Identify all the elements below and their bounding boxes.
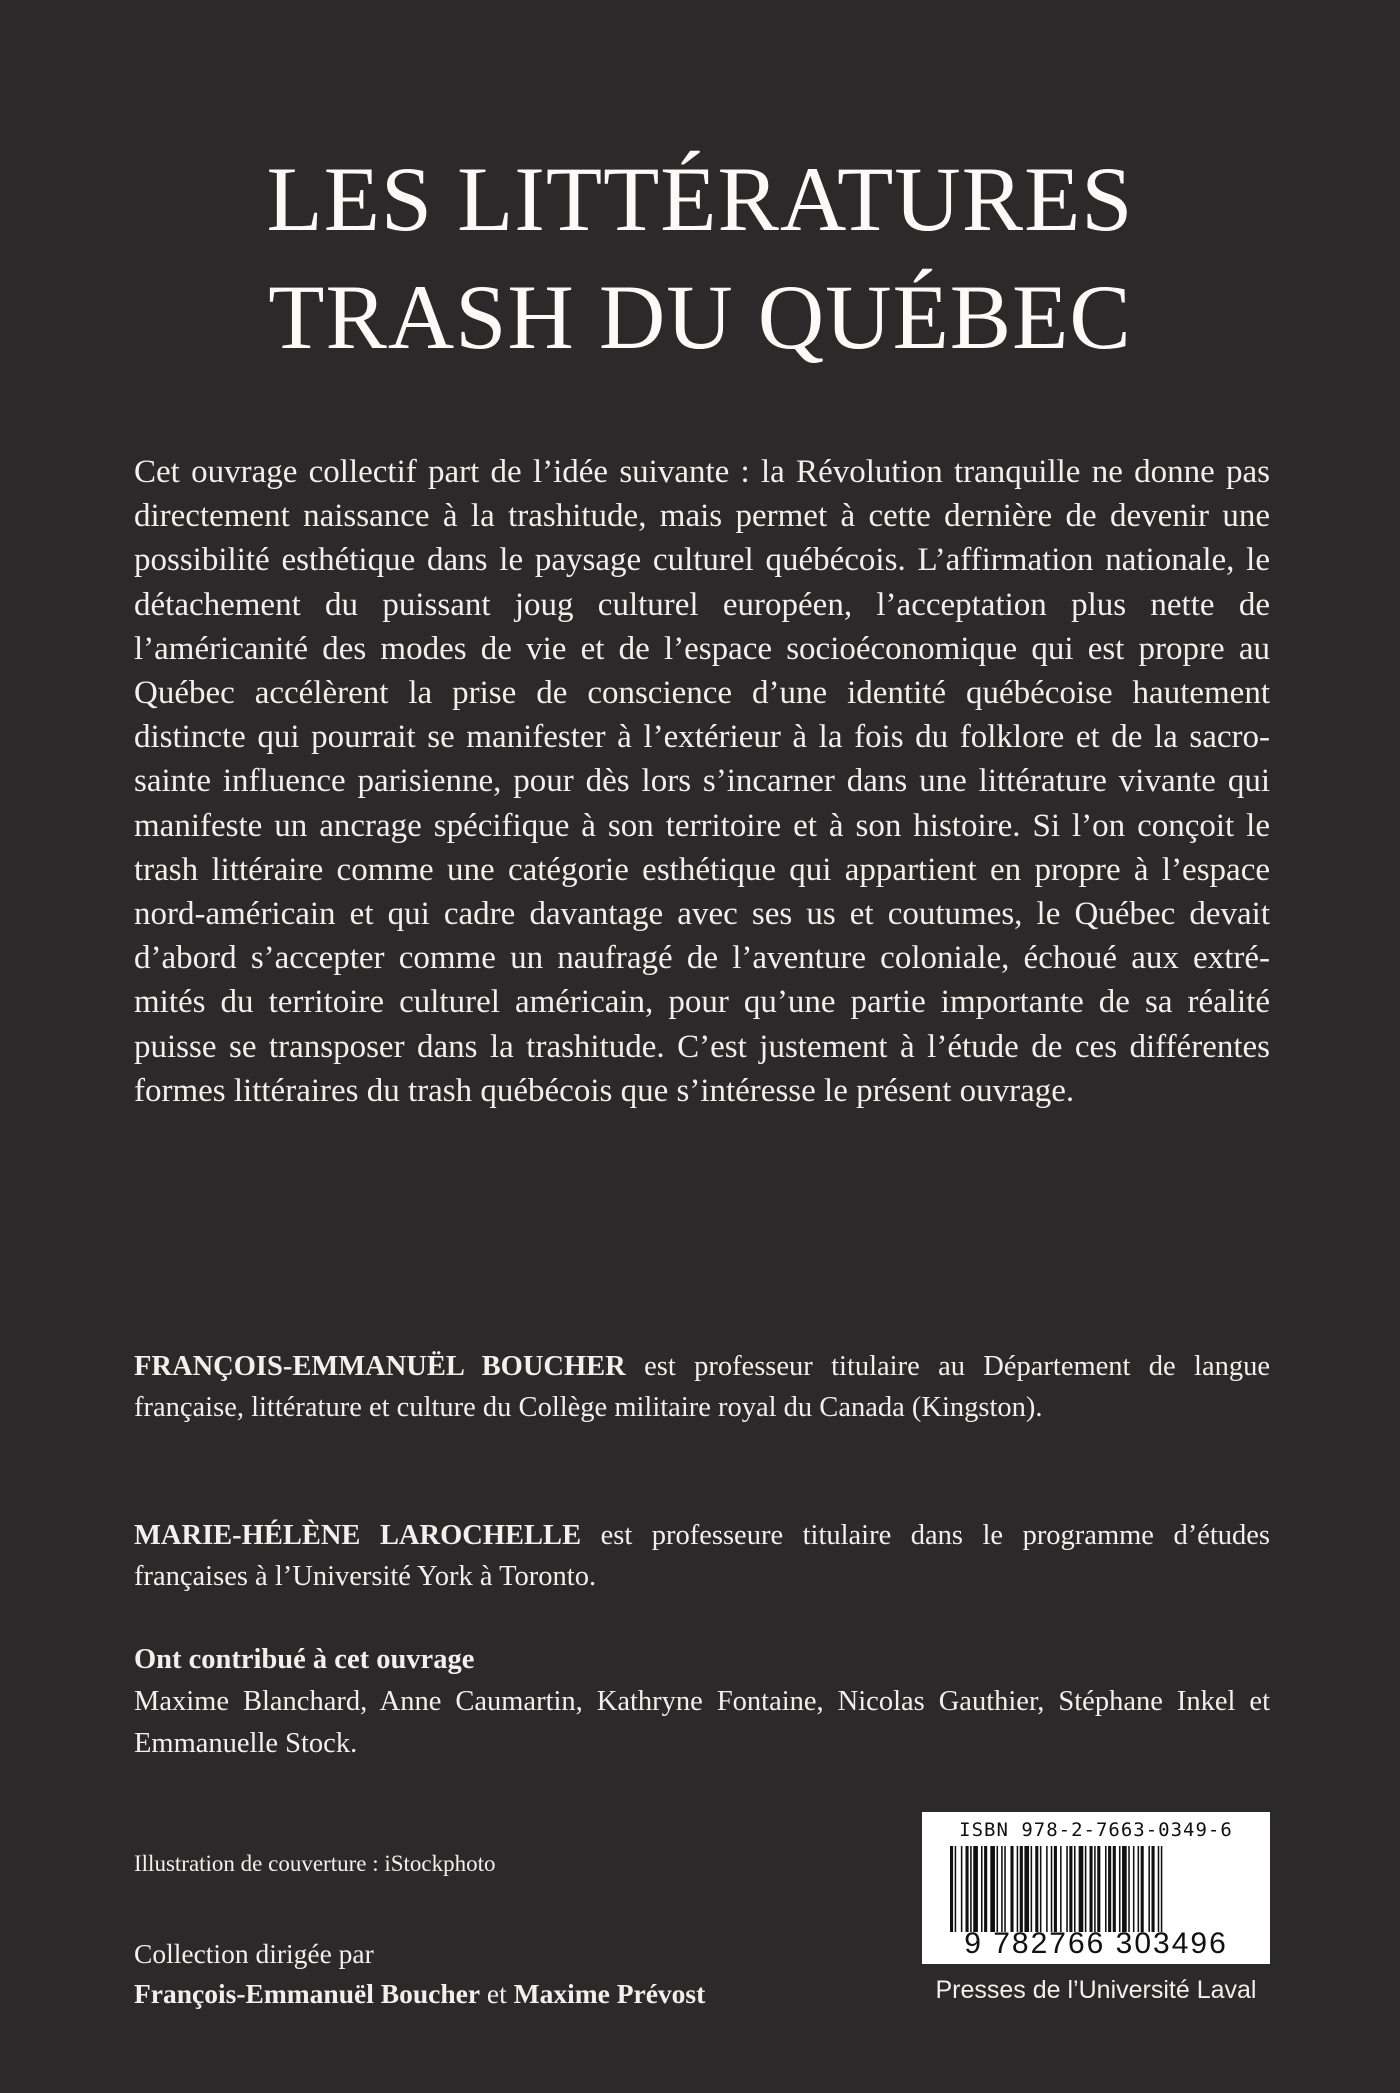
author-name: FRANÇOIS-EMMANUËL BOUCHER xyxy=(134,1351,626,1382)
title-line-1: LES LITTÉRATURES xyxy=(266,148,1134,250)
barcode-bar xyxy=(1035,1846,1038,1932)
barcode-bar xyxy=(1040,1846,1042,1932)
barcode-bar xyxy=(966,1846,969,1932)
collection-director: Maxime Prévost xyxy=(513,1978,706,2009)
barcode-bar xyxy=(1138,1846,1140,1932)
barcode-bar xyxy=(1046,1846,1048,1932)
isbn-label: ISBN 978-2-7663-0349-6 xyxy=(959,1819,1233,1841)
barcode-bar xyxy=(1069,1846,1072,1932)
barcode-bar xyxy=(1141,1846,1144,1932)
author-name: MARIE-HÉLÈNE LAROCHELLE xyxy=(134,1520,582,1551)
barcode-bar xyxy=(1054,1846,1057,1932)
barcode-bar xyxy=(981,1846,983,1932)
barcode-bar xyxy=(1097,1846,1100,1932)
barcode-bar xyxy=(1128,1846,1130,1932)
book-summary: Cet ouvrage collectif part de l’idée suivante : la Révolution tranquille ne donne pas directement naissance à la trashitude, mais permet à cette dernière de devenir une possibilité esthétique dans le paysage culturel québécois. L’affirmation nationale, le détachement du puissant joug culturel européen, l’acceptation plus nette de l’américanité des modes de vie et de l’espace socioéconomique qui est propre au Québec accélèrent la prise de conscience d’une identité québécoise hautement distincte qui pourrait se manifester à l’extérieur à la fois du folklore et de la sacro-sainte influence parisienne, pour dès lors s’incarner dans une littérature vivante qui manifeste un ancrage spécifique à son territoire et à son histoire. Si l’on conçoit le trash littéraire comme une catégorie esthétique qui appartient en propre à l’espace nord-américain et qui cadre davantage avec ses us et coutumes, le Québec devait d’abord s’accepter comme un naufragé de l’aventure coloniale, échoué aux extrémités du territoire culturel américain, pour qu’une partie importante de sa réalité puisse se transposer dans la trashitude. C’est justement à l’étude de ces différentes formes littéraires du trash québécois que s’intéresse le présent ouvrage. xyxy=(134,454,1270,1109)
barcode-bar xyxy=(961,1846,963,1932)
collection-label: Collection dirigée par xyxy=(134,1938,374,1969)
author-description: est professeur titulaire au Département de langue française, littérature et culture du Collège militaire royal du Canada (Kingston). xyxy=(134,1351,1270,1423)
collection-credit xyxy=(134,1934,705,2014)
barcode-bar xyxy=(1074,1846,1076,1932)
barcode-bar xyxy=(1133,1846,1135,1932)
barcode-bar xyxy=(1066,1846,1068,1932)
author-bio-boucher xyxy=(134,1346,1270,1428)
barcode-bar xyxy=(955,1846,957,1932)
barcode-bars xyxy=(950,1846,1242,1932)
barcode-bar xyxy=(1031,1846,1033,1932)
barcode-bar xyxy=(1152,1846,1155,1932)
barcode-bar xyxy=(1085,1846,1087,1932)
barcode-bar xyxy=(1113,1846,1116,1932)
barcode-bar xyxy=(1122,1846,1127,1932)
barcode-bar xyxy=(1004,1846,1006,1932)
contributors-names: Maxime Blanchard, Anne Caumartin, Kathryne Fontaine, Nicolas Gauthier, Stéphane Inkel et Emmanuelle Stock. xyxy=(134,1686,1270,1759)
title-line-2: TRASH DU QUÉBEC xyxy=(268,266,1132,368)
isbn-digits: 9 782766 303496 xyxy=(964,1927,1228,1960)
publisher-name: Presses de l’Université Laval xyxy=(935,1976,1257,2004)
barcode-bar xyxy=(950,1846,953,1932)
barcode-bar xyxy=(1119,1846,1121,1932)
barcode-bar xyxy=(1017,1846,1019,1932)
barcode-bar xyxy=(1010,1846,1013,1932)
barcode-bar xyxy=(1148,1846,1150,1932)
barcode-bar xyxy=(1060,1846,1062,1932)
barcode-bar xyxy=(1161,1846,1163,1932)
barcode-bar xyxy=(1094,1846,1096,1932)
isbn-barcode xyxy=(922,1812,1270,1964)
collection-director: François-Emmanuël Boucher xyxy=(134,1978,481,2009)
barcode-bar xyxy=(1108,1846,1111,1932)
contributors-section xyxy=(134,1639,1270,1765)
book-title xyxy=(0,140,1400,376)
author-bio-larochelle xyxy=(134,1515,1270,1597)
barcode-bar xyxy=(990,1846,995,1932)
barcode-bar xyxy=(1079,1846,1084,1932)
barcode-bar xyxy=(1105,1846,1107,1932)
barcode-bar xyxy=(1090,1846,1093,1932)
barcode-bar xyxy=(1020,1846,1023,1932)
contributors-heading: Ont contribué à cet ouvrage xyxy=(134,1644,475,1675)
barcode-bar xyxy=(1158,1846,1160,1932)
collection-directors xyxy=(134,1974,705,2014)
barcode-bar xyxy=(1024,1846,1029,1932)
barcode-bar xyxy=(970,1846,972,1932)
barcode-bar xyxy=(1051,1846,1053,1932)
barcode-bar xyxy=(984,1846,987,1932)
barcode-bar xyxy=(1001,1846,1003,1932)
barcode-bar xyxy=(997,1846,999,1932)
author-description: est professeure titulaire dans le programme d’études françaises à l’Université York à Toronto. xyxy=(134,1520,1270,1592)
cover-illustration-credit: Illustration de couverture : iStockphoto xyxy=(134,1851,496,1876)
barcode-bar xyxy=(973,1846,978,1932)
collection-joiner: et xyxy=(480,1978,514,2009)
